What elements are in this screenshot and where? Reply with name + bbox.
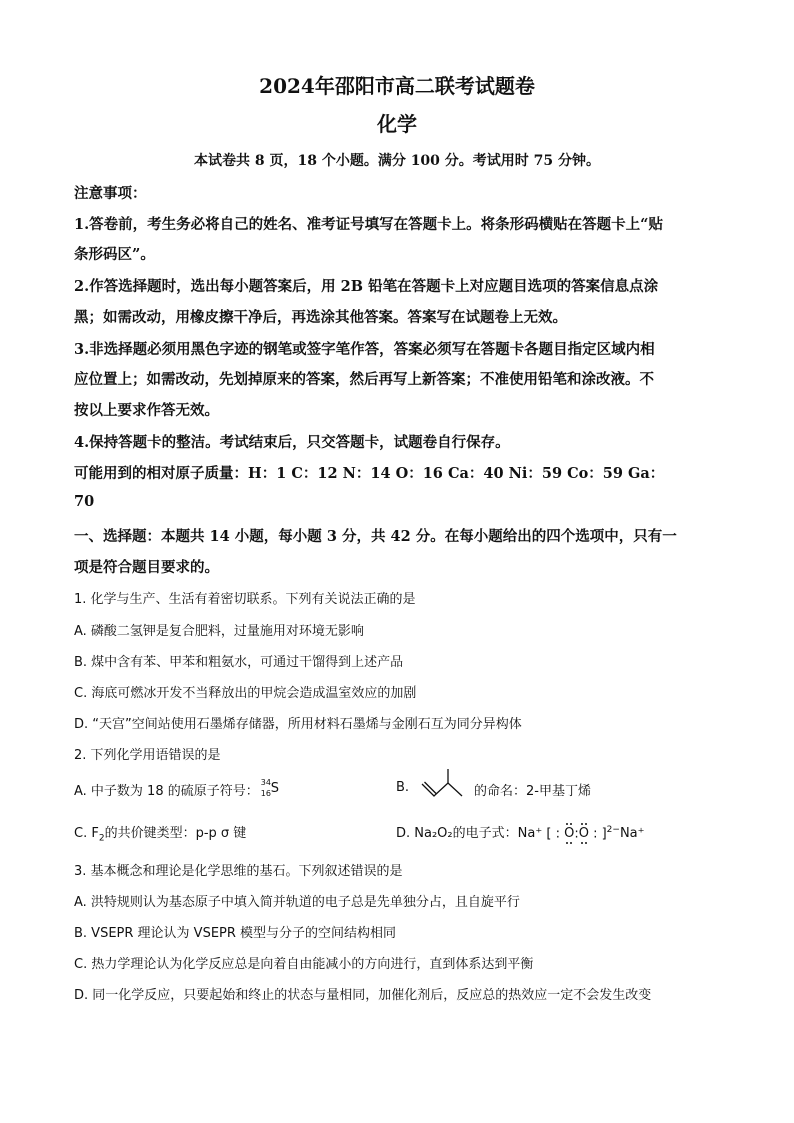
skeletal-structure-icon	[418, 768, 474, 804]
exam-meta: 本试卷共 8 页，18 个小题。满分 100 分。考试用时 75 分钟。	[193, 153, 601, 169]
oxygen-2-symbol: O	[578, 826, 589, 841]
notice-item-3-line-1: 3.非选择题必须用黑色字迹的钢笔或签字笔作答，答案必须写在答题卡各题目指定区域内相	[74, 341, 655, 358]
sodium-ion-right: Na⁺	[619, 826, 645, 841]
atomic-masses-line-2: 70	[74, 493, 95, 510]
q2-option-b-text: 的命名：2-甲基丁烯	[474, 784, 591, 799]
section-heading-line-1: 一、选择题：本题共 14 小题，每小题 3 分，共 42 分。在每小题给出的四个选项中，只有一	[74, 528, 677, 545]
q2-option-c-text: 的共价键类型：p-p σ 键	[104, 826, 247, 841]
atomic-masses-line-1: 可能用到的相对原子质量：H：1 C：12 N：14 O：16 Ca：40 Ni：59 Co：59 Ga：	[74, 465, 665, 482]
q3-option-a: A. 洪特规则认为基态原子中填入简并轨道的电子总是先单独分占，且自旋平行	[74, 895, 520, 910]
notice-item-4: 4.保持答题卡的整洁。考试结束后，只交答题卡，试题卷自行保存。	[74, 434, 510, 451]
q2-option-c-prefix: C.	[74, 826, 92, 841]
subject-title: 化学	[377, 112, 417, 136]
electron-dot	[585, 823, 587, 825]
q1-option-b: B. 煤中含有苯、甲苯和粗氨水，可通过干馏得到上述产品	[74, 655, 404, 670]
electron-dot	[570, 842, 572, 844]
q2-option-a	[74, 780, 283, 799]
notice-item-3-line-3: 按以上要求作答无效。	[74, 402, 219, 419]
q1-option-a: A. 磷酸二氢钾是复合肥料，过量施用对环境无影响	[74, 624, 364, 639]
bracket-right: : ]	[588, 826, 607, 841]
electron-dot	[581, 842, 583, 844]
isotope-element: S	[270, 781, 280, 796]
q2-option-c	[74, 822, 246, 844]
q2-stem: 2. 下列化学用语错误的是	[74, 748, 221, 763]
exam-title: 2024年邵阳市高二联考试题卷	[259, 74, 535, 98]
notice-item-2-line-1: 2.作答选择题时，选出每小题答案后，用 2B 铅笔在答题卡上对应题目选项的答案信息点涂	[74, 278, 659, 295]
q2-option-d-text: 的电子式：	[452, 826, 518, 841]
q2-option-d-prefix: D.	[396, 826, 415, 841]
q3-option-c: C. 热力学理论认为化学反应总是向着自由能减小的方向进行，直到体系达到平衡	[74, 957, 534, 972]
q3-option-d: D. 同一化学反应，只要起始和终止的状态与量相同，加催化剂后，反应总的热效应一定不会发生改变	[74, 988, 652, 1003]
q2-option-d	[396, 822, 645, 841]
notice-item-3-line-2: 应位置上；如需改动，先划掉原来的答案，然后再写上新答案；不准使用铅笔和涂改液。不	[74, 371, 654, 388]
fluorine-subscript: 2	[98, 833, 105, 844]
q1-option-c: C. 海底可燃冰开发不当释放出的甲烷会造成温室效应的加剧	[74, 686, 417, 701]
notice-heading: 注意事项：	[74, 185, 147, 202]
fluorine-symbol: F	[91, 826, 99, 841]
notice-item-1-line-1: 1.答卷前，考生务必将自己的姓名、准考证号填写在答题卡上。将条形码横贴在答题卡上“贴	[74, 216, 663, 233]
notice-item-1-line-2: 条形码区”。	[74, 246, 155, 263]
q1-option-d: D. “天宫”空间站使用石墨烯存储器，所用材料石墨烯与金刚石互为同分异构体	[74, 717, 522, 732]
electron-dot	[581, 823, 583, 825]
bracket-left: [ :	[546, 826, 565, 841]
oxygen-atom-1	[564, 826, 574, 841]
sodium-ion-left: Na⁺	[517, 826, 543, 841]
sodium-peroxide-formula: Na₂O₂	[414, 826, 453, 841]
oxygen-atom-2	[579, 826, 589, 841]
notice-item-2-line-2: 黑；如需改动，用橡皮擦干净后，再选涂其他答案。答案写在试题卷上无效。	[74, 309, 567, 326]
q2-option-a-text: A. 中子数为 18 的硫原子符号：	[74, 784, 259, 799]
electron-dot	[566, 842, 568, 844]
q2-option-b-label: B.	[396, 780, 410, 795]
shared-pair-colon: :	[574, 826, 579, 841]
section-heading-line-2: 项是符合题目要求的。	[74, 559, 219, 576]
sulfur-isotope-symbol	[260, 778, 283, 799]
q3-option-b: B. VSEPR 理论认为 VSEPR 模型与分子的空间结构相同	[74, 926, 397, 941]
q3-stem: 3. 基本概念和理论是化学思维的基石。下列叙述错误的是	[74, 864, 403, 879]
isotope-mass-number: 34	[260, 778, 271, 787]
electron-dot	[570, 823, 572, 825]
peroxide-charge: 2−	[606, 824, 620, 835]
isotope-atomic-number: 16	[260, 789, 271, 798]
electron-dot	[566, 823, 568, 825]
peroxide-lewis-structure	[546, 825, 620, 841]
q1-stem: 1. 化学与生产、生活有着密切联系。下列有关说法正确的是	[74, 592, 416, 607]
oxygen-1-symbol: O	[564, 826, 575, 841]
electron-dot	[585, 842, 587, 844]
